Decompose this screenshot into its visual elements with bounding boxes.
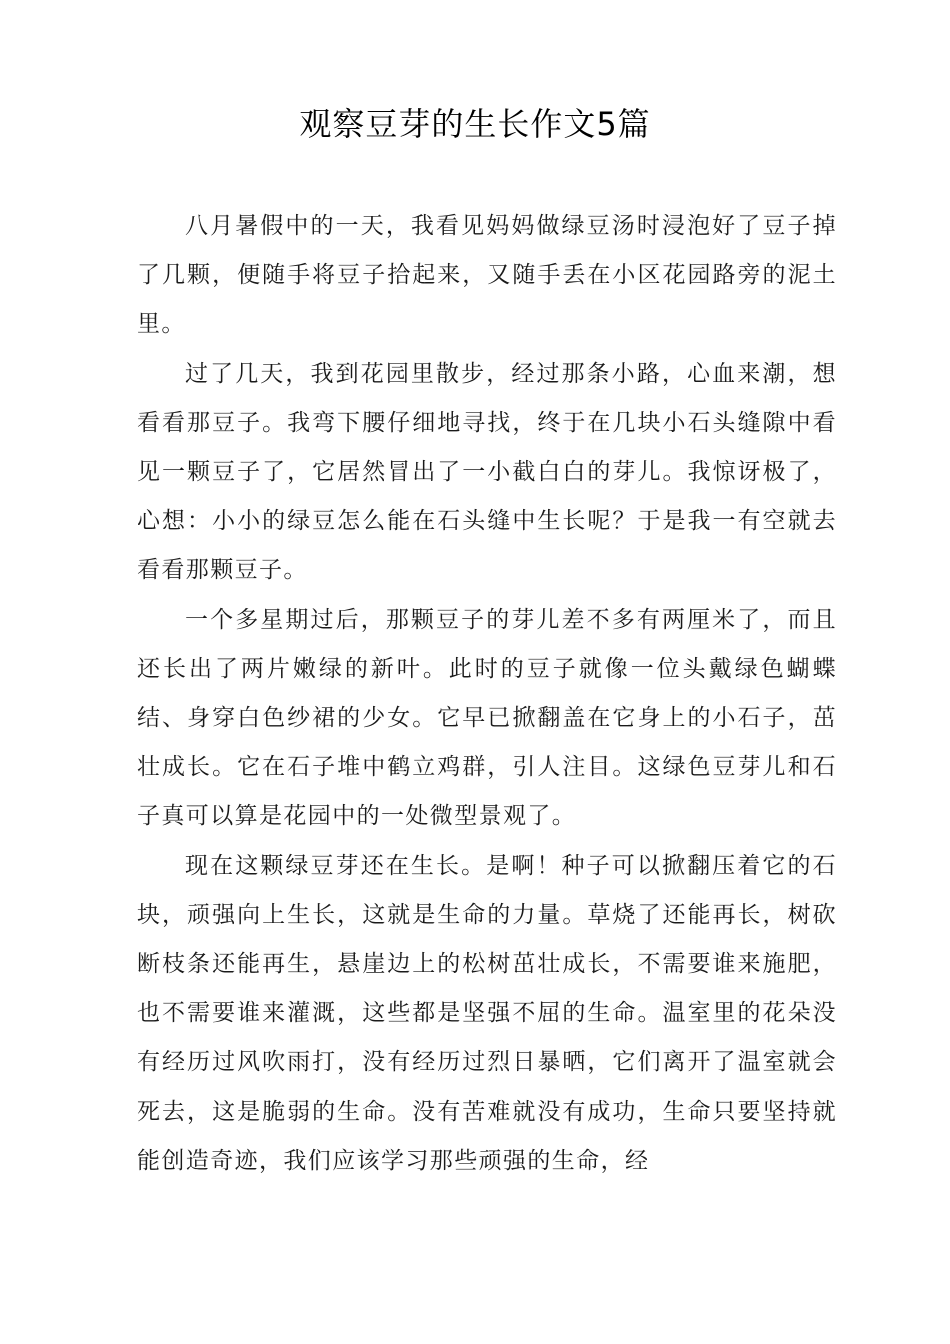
paragraph-4: 现在这颗绿豆芽还在生长。是啊！种子可以掀翻压着它的石块，顽强向上生长，这就是生命的力量。草烧了还能再长，树砍断枝条还能再生，悬崖边上的松树茁壮成长，不需要谁来施肥，也不需要谁来灌溉，这些都是坚强不屈的生命。温室里的花朵没有经历过风吹雨打，没有经历过烈日暴晒，它们离开了温室就会死去，这是脆弱的生命。没有苦难就没有成功，生命只要坚持就能创造奇迹，我们应该学习那些顽强的生命，经 <box>137 852 837 1174</box>
paragraph-3: 一个多星期过后，那颗豆子的芽儿差不多有两厘米了，而且还长出了两片嫩绿的新叶。此时的豆子就像一位头戴绿色蝴蝶结、身穿白色纱裙的少女。它早已掀翻盖在它身上的小石子，茁壮成长。它在石子堆中鹤立鸡群，引人注目。这绿色豆芽儿和石子真可以算是花园中的一处微型景观了。 <box>137 606 837 830</box>
paragraph-1: 八月暑假中的一天，我看见妈妈做绿豆汤时浸泡好了豆子掉了几颗，便随手将豆子拾起来，又随手丢在小区花园路旁的泥土里。 <box>137 213 837 338</box>
document-body <box>137 202 837 1186</box>
document-title: 观察豆芽的生长作文5篇 <box>299 105 651 143</box>
paragraph-2: 过了几天，我到花园里散步，经过那条小路，心血来潮，想看看那豆子。我弯下腰仔细地寻找，终于在几块小石头缝隙中看见一颗豆子了，它居然冒出了一小截白白的芽儿。我惊讶极了，心想：小小的绿豆怎么能在石头缝中生长呢？于是我一有空就去看看那颗豆子。 <box>137 360 837 584</box>
